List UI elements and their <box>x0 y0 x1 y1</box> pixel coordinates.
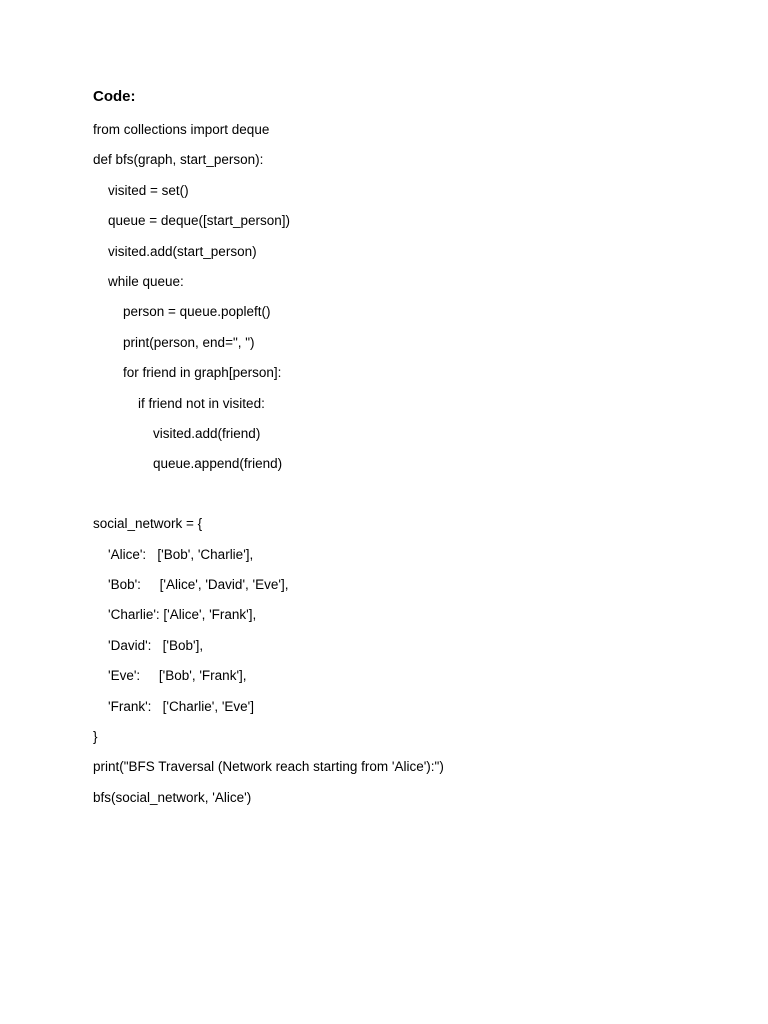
code-line: 'David': ['Bob'], <box>93 637 204 653</box>
code-line: for friend in graph[person]: <box>93 365 282 381</box>
code-line: bfs(social_network, 'Alice') <box>93 789 252 805</box>
code-line: } <box>93 729 98 745</box>
code-line: 'Bob': ['Alice', 'David', 'Eve'], <box>93 577 289 593</box>
code-line: queue.append(friend) <box>93 456 283 472</box>
code-line: print("BFS Traversal (Network reach starting from 'Alice'):") <box>93 759 444 775</box>
code-heading: Code: <box>93 88 136 105</box>
code-line: visited = set() <box>93 182 189 198</box>
code-line: 'Alice': ['Bob', 'Charlie'], <box>93 546 254 562</box>
code-line: def bfs(graph, start_person): <box>93 152 264 168</box>
code-line: social_network = { <box>93 516 203 532</box>
code-line: from collections import deque <box>93 122 270 137</box>
code-line: 'Frank': ['Charlie', 'Eve'] <box>93 698 255 714</box>
code-line: visited.add(friend) <box>93 425 261 441</box>
blank-line <box>93 486 444 516</box>
code-line: visited.add(start_person) <box>93 243 257 259</box>
code-line: person = queue.popleft() <box>93 304 271 320</box>
code-line: 'Charlie': ['Alice', 'Frank'], <box>93 607 257 623</box>
code-line: if friend not in visited: <box>93 395 265 411</box>
code-line: 'Eve': ['Bob', 'Frank'], <box>93 668 247 684</box>
code-line: queue = deque([start_person]) <box>93 213 291 229</box>
code-line: while queue: <box>93 273 184 289</box>
code-block <box>93 121 444 819</box>
code-line: print(person, end=", ") <box>93 334 255 350</box>
